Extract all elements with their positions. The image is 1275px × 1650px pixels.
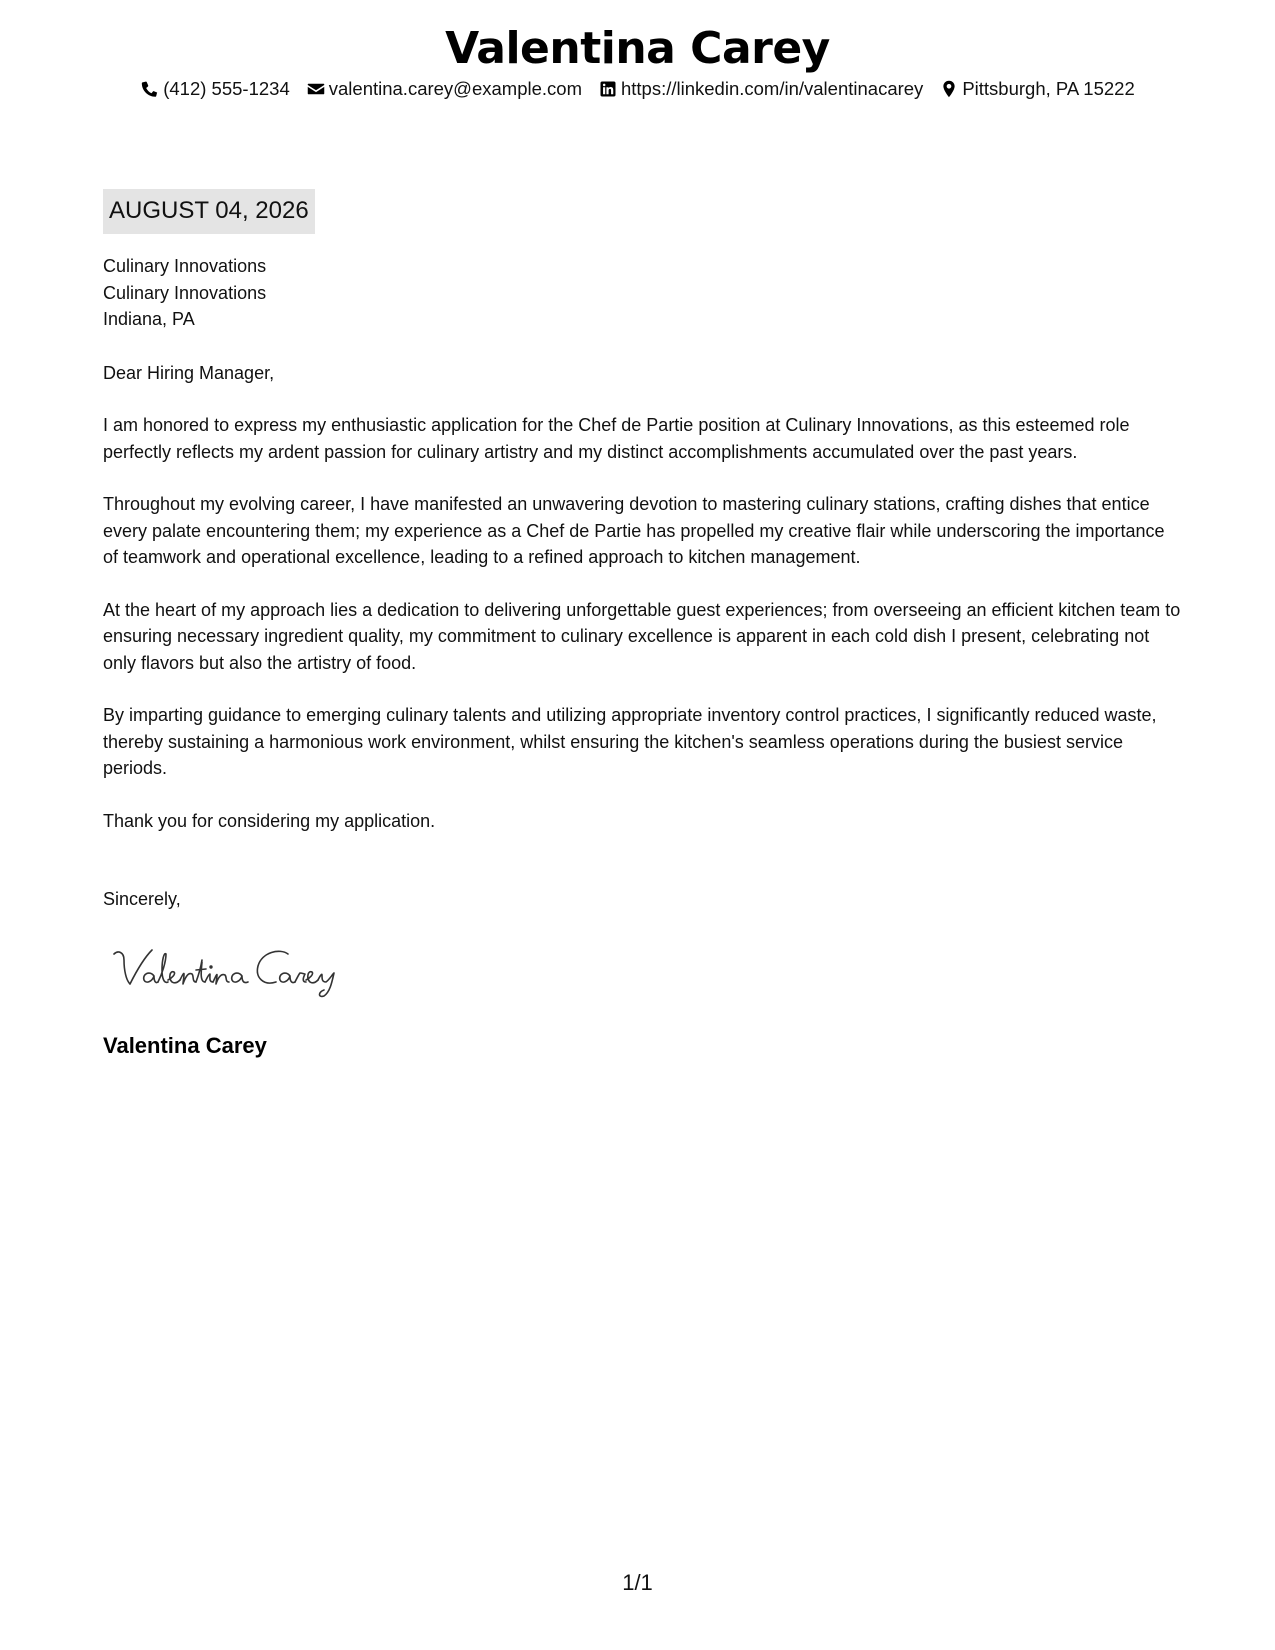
closing-thanks: Thank you for considering my application. [103, 810, 436, 831]
recipient-line: Indiana, PA [103, 309, 195, 329]
letter-date: AUGUST 04, 2026 [103, 189, 315, 234]
linkedin-url: https://linkedin.com/in/valentinacarey [620, 78, 924, 99]
signoff: Sincerely, [103, 889, 181, 909]
letter-body [103, 253, 1183, 834]
signature-graphic [110, 940, 360, 1000]
recipient-line: Culinary Innovations [103, 282, 267, 303]
linkedin-icon [598, 79, 618, 99]
contact-info-row [0, 78, 1275, 100]
recipient-block [103, 253, 1183, 333]
contact-phone [140, 78, 290, 100]
envelope-icon [306, 79, 326, 99]
location-text: Pittsburgh, PA 15222 [962, 78, 1135, 99]
salutation: Dear Hiring Manager, [103, 362, 275, 383]
contact-email [306, 78, 582, 100]
page-number: 1/1 [622, 1570, 653, 1595]
email-address: valentina.carey@example.com [328, 78, 582, 99]
recipient-line: Culinary Innovations [103, 256, 267, 276]
applicant-name-heading: Valentina Carey [445, 23, 830, 74]
map-marker-icon [939, 79, 959, 99]
phone-icon [140, 79, 160, 99]
body-paragraph: Throughout my evolving career, I have manifested an unwavering devotion to mastering culinary stations, crafting dishes that entice every palate encountering them; my experience as a Chef de Partie has propelled my creative flair while underscoring the importance of teamwork and operational excellence, leading to a refined approach to kitchen management. [103, 494, 1165, 567]
phone-number: (412) 555-1234 [163, 78, 290, 99]
handwritten-signature [110, 940, 360, 1000]
contact-linkedin [598, 78, 923, 100]
signed-name: Valentina Carey [103, 1033, 267, 1058]
contact-location [939, 78, 1134, 100]
body-paragraph: By imparting guidance to emerging culinary talents and utilizing appropriate inventory control practices, I significantly reduced waste, thereby sustaining a harmonious work environment, whilst ensuring the kitchen's seamless operations during the busiest service periods. [103, 705, 1157, 778]
body-paragraph: I am honored to express my enthusiastic application for the Chef de Partie position at Culinary Innovations, as this esteemed role perfectly reflects my ardent passion for culinary artistry and my distinct accomplishments accumulated over the past years. [103, 415, 1130, 462]
body-paragraph: At the heart of my approach lies a dedication to delivering unforgettable guest experiences; from overseeing an efficient kitchen team to ensuring necessary ingredient quality, my commitment to culinary excellence is apparent in each cold dish I present, celebrating not only flavors but also the artistry of food. [103, 599, 1181, 673]
